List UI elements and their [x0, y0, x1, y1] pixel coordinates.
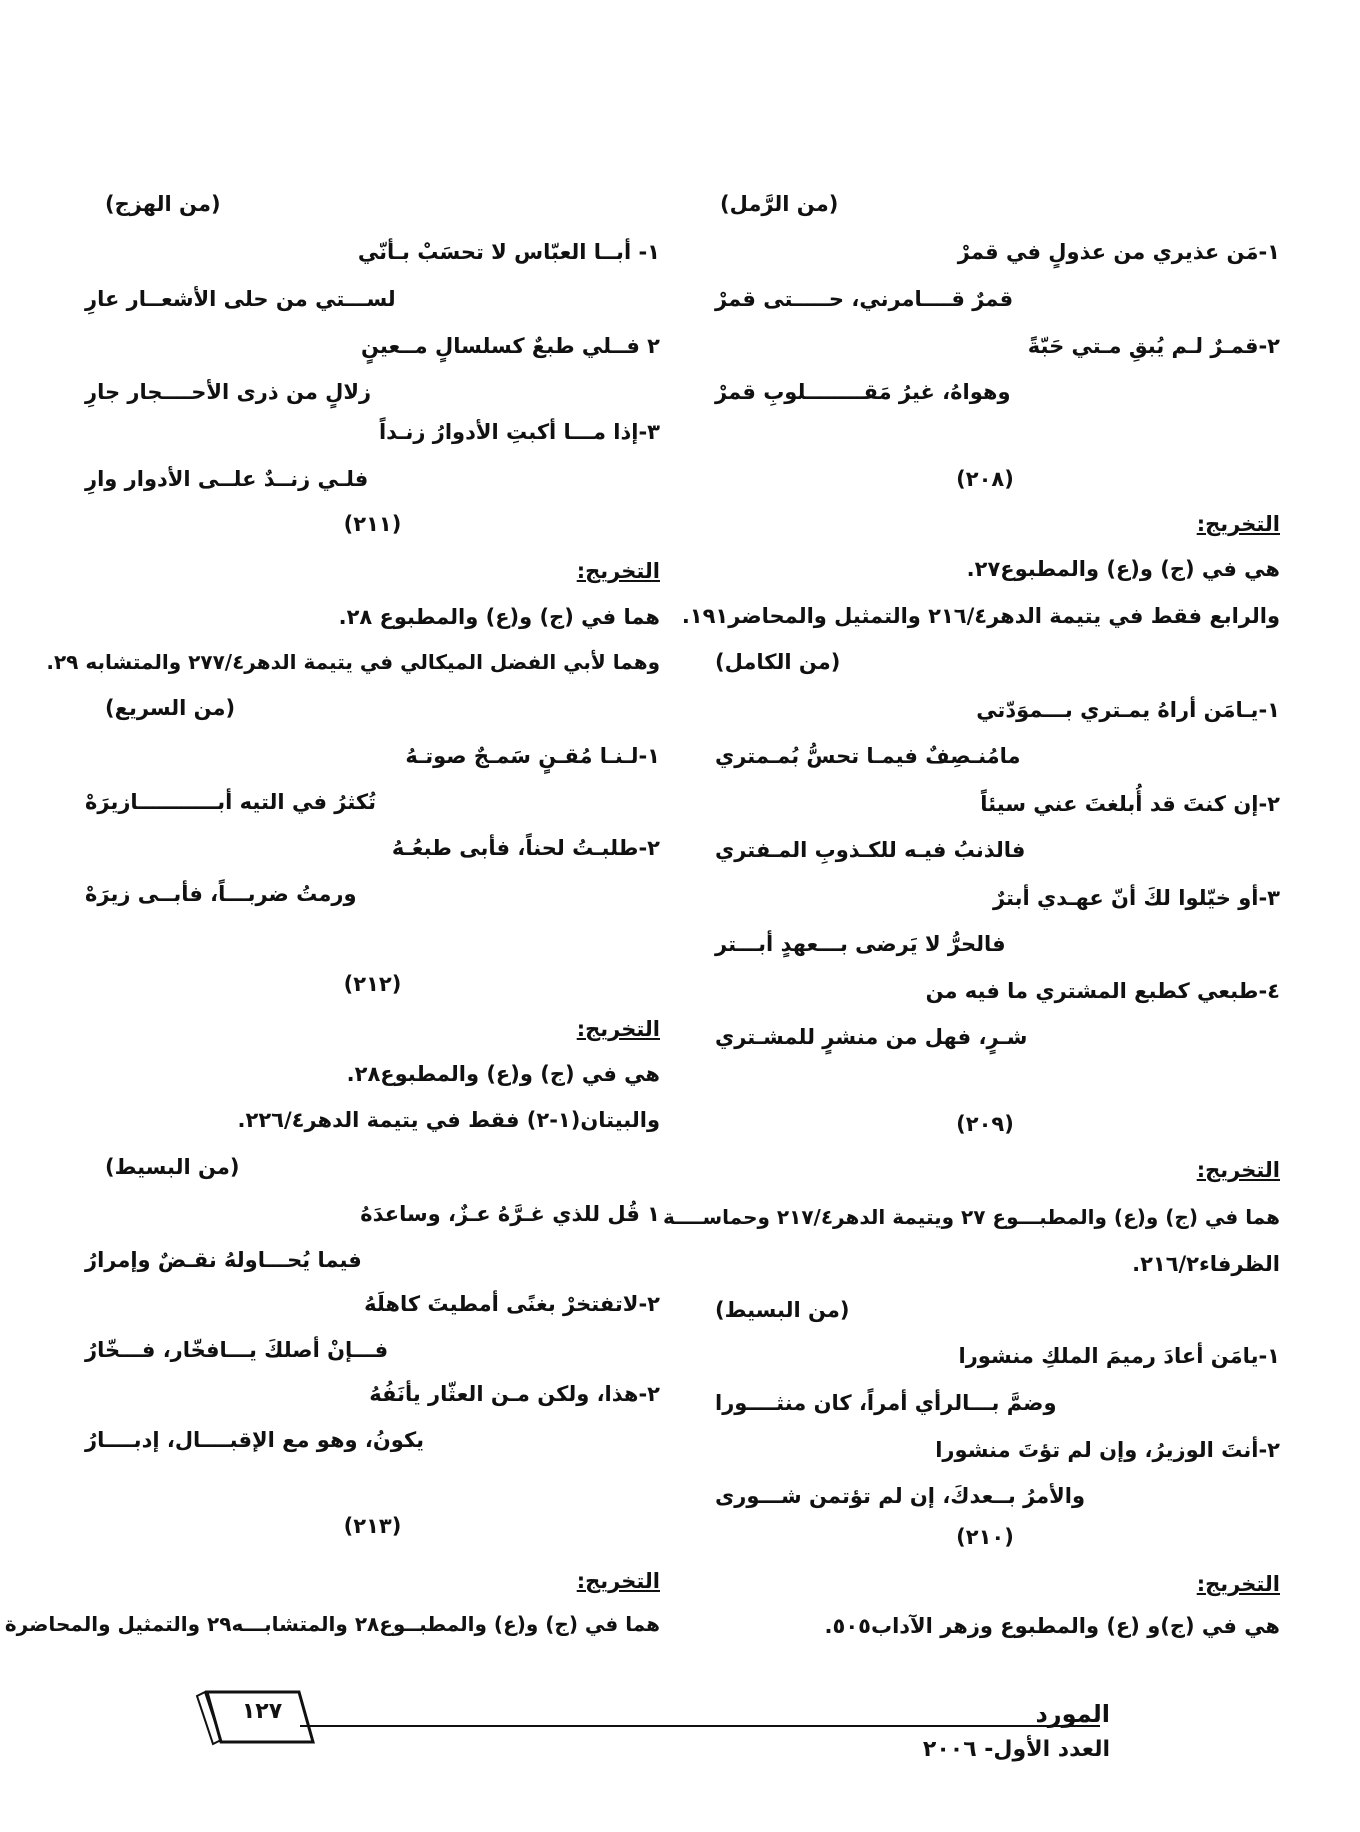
poem-number: (٢١١) — [343, 512, 402, 536]
verse-line: ورمتُ ضربـــاً، فأبــى زيرَهْ — [85, 882, 357, 906]
takhrij-heading: التخريج: — [1196, 512, 1280, 536]
verse-line: ١ قُل للذي غـرَّهُ عـزٌ، وساعدَهُ — [360, 1202, 660, 1226]
takhrij-heading: التخريج: — [1196, 1158, 1280, 1182]
takhrij-text: هي في (ج)و (ع) والمطبوع وزهر الآداب٥٠٥. — [824, 1614, 1280, 1638]
verse-line: ٢-هذا، ولكن مـن العثّار يأنَفُهُ — [369, 1382, 660, 1406]
verse-line: ١-يـامَن أراهُ يمـتري بـــموَدّتي — [976, 698, 1280, 722]
verse-line: ٢ فــلي طبعٌ كسلسالٍ مــعينٍ — [360, 334, 660, 358]
verse-line: وضمَّ بـــالرأي أمراً، كان منثــــورا — [715, 1391, 1057, 1415]
footer-rule — [300, 1725, 1100, 1727]
takhrij-text: والبيتان(١-٢) فقط في يتيمة الدهر٢٢٦/٤. — [237, 1108, 660, 1132]
verse-line: ٢-إن كنتَ قد أُبلغتَ عني سيئاً — [980, 792, 1280, 816]
verse-line: ٢-طلبـتُ لحناً، فأبى طبعُـهُ — [391, 836, 660, 860]
verse-line: فيما يُحـــاولهُ نقـضٌ وإمرارُ — [85, 1248, 362, 1272]
verse-line: ٢-قمـرٌ لـم يُبقِ مـتي حَبّةً — [1027, 334, 1280, 358]
takhrij-text: هما في (ج) و(ع) والمطبوع ٢٨. — [338, 605, 660, 629]
verse-line: مامُنـصِفٌ فيمـا تحسُّ بُمـمتري — [715, 744, 1021, 768]
takhrij-text: هما في (ج) و(ع) والمطبــوع٢٨ والمتشابـــه٢٩ والتمثيل والمحاضرة — [4, 1612, 660, 1636]
issue-label: العدد الأول- ٢٠٠٦ — [922, 1737, 1110, 1762]
verse-line: يكونُ، وهو مع الإقبــــال، إدبــــارُ — [85, 1428, 425, 1452]
poem-number: (٢١٢) — [343, 972, 402, 996]
takhrij-heading: التخريج: — [576, 559, 660, 583]
verse-line: ٣-أو خيّلوا لكَ أنّ عهـدي أبترٌ — [992, 886, 1280, 910]
poem-number: (٢١٠) — [956, 1525, 1014, 1549]
meter-label: (من الرَّمل) — [720, 192, 839, 216]
takhrij-text: والرابع فقط في يتيمة الدهر٢١٦/٤ والتمثيل والمحاضر١٩١. — [681, 604, 1280, 628]
takhrij-heading: التخريج: — [1196, 1572, 1280, 1596]
poem-number: (٢٠٩) — [956, 1112, 1014, 1136]
meter-label: (من السريع) — [105, 696, 236, 720]
takhrij-text: وهما لأبي الفضل الميكالي في يتيمة الدهر٢٧٧/٤ والمتشابه ٢٩. — [46, 650, 660, 674]
verse-line: زلالٍ من ذرى الأحــــجار جارِ — [85, 380, 372, 404]
verse-line: فالذنبُ فيـه للكـذوبِ المـفتري — [715, 838, 1026, 862]
verse-line: فـــإنْ أصلكَ يـــافخّار، فـــخّارُ — [85, 1338, 389, 1362]
verse-line: ١-لـنـا مُقـنٍ سَمـجٌ صوتـهُ — [405, 744, 660, 768]
verse-line: ٤-طبعي كطبع المشتري ما فيه من — [925, 979, 1280, 1003]
meter-label: (من البسيط) — [105, 1155, 240, 1179]
verse-line: لســـتي من حلى الأشعــار عارِ — [85, 287, 396, 311]
poem-number: (٢١٣) — [343, 1514, 402, 1538]
journal-title: المورد — [1035, 1700, 1110, 1728]
takhrij-heading: التخريج: — [576, 1569, 660, 1593]
verse-line: تُكثرُ في التيه أبـــــــــــازيرَهْ — [85, 790, 376, 814]
verse-line: وهواهُ، غيرُ مَقــــــــلوبِ قمرْ — [715, 380, 1011, 404]
takhrij-text: هما في (ج) و(ع) والمطبـــوع ٢٧ ويتيمة الدهر٢١٧/٤ وحماســــة — [663, 1205, 1280, 1229]
verse-line: ١- أبــا العبّاس لا تحسَبْ بـأنّي — [357, 240, 660, 264]
verse-line: فالحرُّ لا يَرضى بـــعهدٍ أبـــتر — [715, 932, 1006, 956]
verse-line: ٣-إذا مـــا أكبتِ الأدوارُ زنـداً — [378, 420, 660, 444]
verse-line: فلـي زنــدٌ علــى الأدوار وارِ — [85, 467, 369, 491]
meter-label: (من البسيط) — [715, 1298, 850, 1322]
poem-number: (٢٠٨) — [956, 467, 1014, 491]
verse-line: والأمرُ بــعدكَ، إن لم تؤتمن شـــورى — [715, 1484, 1086, 1508]
takhrij-text: هي في (ج) و(ع) والمطبوع٢٧. — [966, 557, 1280, 581]
verse-line: شـرٍ، فهل من منشرٍ للمشـتري — [715, 1025, 1028, 1049]
verse-line: ٢-أنتَ الوزيرُ، وإن لم تؤتَ منشورا — [935, 1438, 1280, 1462]
page-number: ١٢٧ — [241, 1699, 283, 1724]
verse-line: ١-يامَن أعادَ رميمَ الملكِ منشورا — [958, 1344, 1280, 1368]
takhrij-heading: التخريج: — [576, 1017, 660, 1041]
verse-line: قمرٌ قــــامرني، حـــــتى قمرْ — [715, 287, 1014, 311]
meter-label: (من الكامل) — [715, 650, 841, 674]
verse-line: ٢-لاتفتخرْ بغنًى أمطيتَ كاهلَهُ — [364, 1292, 660, 1316]
verse-line: ١-مَن عذيري من عذولٍ في قمرْ — [957, 240, 1280, 264]
takhrij-text: الظرفاء٢١٦/٢. — [1132, 1252, 1280, 1276]
takhrij-text: هي في (ج) و(ع) والمطبوع٢٨. — [346, 1062, 660, 1086]
meter-label: (من الهزج) — [105, 192, 221, 216]
